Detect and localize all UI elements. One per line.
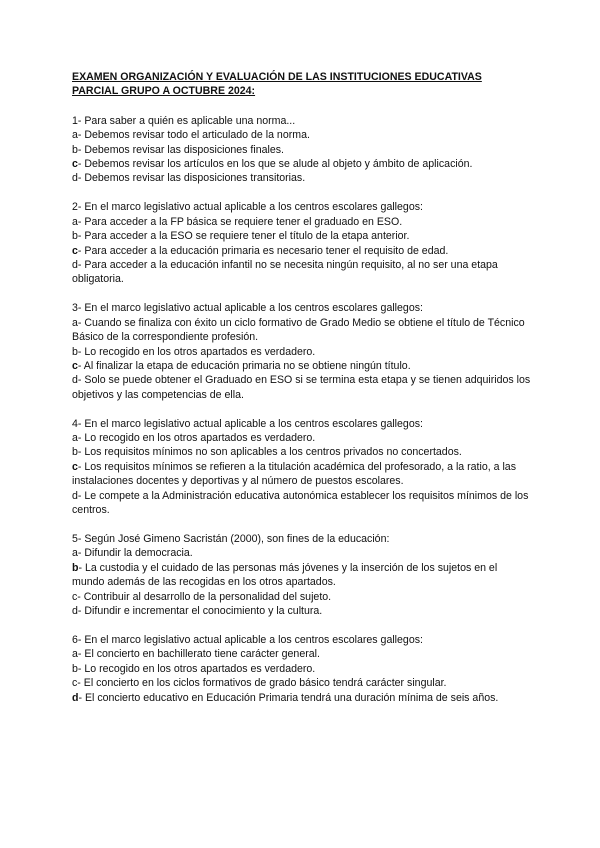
option-text: - Debemos revisar las disposiciones transitorias. (77, 172, 306, 185)
option-text: - Al finalizar la etapa de educación primaria no se obtiene ningún título. (77, 359, 411, 372)
question-1 (72, 114, 532, 186)
answer-option-c (72, 244, 532, 258)
option-letter: b (72, 561, 79, 574)
option-letter: b (72, 662, 78, 675)
answer-option-b (72, 561, 532, 590)
answer-option-d (72, 258, 532, 287)
option-letter: c (72, 590, 78, 603)
question-2 (72, 200, 532, 286)
option-letter: d (72, 489, 78, 502)
option-text: - El concierto en bachillerato tiene carácter general. (77, 648, 320, 661)
answer-option-a (72, 647, 532, 661)
answer-option-d (72, 171, 532, 185)
answer-option-b (72, 229, 532, 243)
answer-option-c (72, 157, 532, 171)
exam-title-line-1: EXAMEN ORGANIZACIÓN Y EVALUACIÓN DE LAS INSTITUCIONES EDUCATIVAS (72, 71, 482, 83)
option-text: - Debemos revisar las disposiciones finales. (77, 143, 284, 156)
option-letter: c (72, 460, 78, 473)
option-text: - Difundir la democracia. (77, 547, 193, 560)
answer-option-d (72, 489, 532, 518)
option-text: - El concierto educativo en Educación Primaria tendrá una duración mínima de seis años. (78, 691, 499, 704)
option-letter: c (72, 158, 78, 171)
answer-option-d (72, 373, 532, 402)
option-letter: d (72, 374, 78, 387)
answer-option-b (72, 662, 532, 676)
question-6 (72, 633, 532, 705)
answer-option-a (72, 316, 532, 345)
question-text: 4- En el marco legislativo actual aplicable a los centros escolares gallegos: (72, 417, 423, 430)
answer-option-a (72, 128, 532, 142)
answer-option-d (72, 604, 532, 618)
option-letter: a (72, 316, 78, 329)
option-letter: c (72, 359, 78, 372)
option-text: - Lo recogido en los otros apartados es verdadero. (77, 662, 316, 675)
option-text: - Debemos revisar los artículos en los que se alude al objeto y ámbito de aplicación. (77, 158, 473, 171)
answer-option-b (72, 445, 532, 459)
option-letter: a (72, 648, 78, 661)
option-text: - Los requisitos mínimos se refieren a la titulación académica del profesorado, a la ratio, a las instalaciones docentes y deportivas y al número de puestos escolares. (72, 460, 517, 488)
option-text: - Lo recogido en los otros apartados es verdadero. (77, 345, 316, 358)
option-letter: a (72, 547, 78, 560)
option-text: - Para acceder a la educación infantil no se necesita ningún requisito, al no ser una etapa obligatoria. (72, 258, 498, 286)
question-text: 1- Para saber a quién es aplicable una norma... (72, 114, 296, 127)
option-letter: a (72, 215, 78, 228)
answer-option-a (72, 431, 532, 445)
option-text: - Le compete a la Administración educativa autonómica establecer los requisitos mínimos de los centros. (72, 489, 529, 517)
answer-option-a (72, 546, 532, 560)
option-text: - Debemos revisar todo el articulado de la norma. (77, 129, 310, 142)
answer-option-b (72, 143, 532, 157)
question-text: 6- En el marco legislativo actual aplicable a los centros escolares gallegos: (72, 633, 423, 646)
option-letter: b (72, 230, 78, 243)
answer-option-d (72, 691, 532, 705)
option-letter: b (72, 446, 78, 459)
option-text: - Difundir e incrementar el conocimiento y la cultura. (77, 605, 323, 617)
option-letter: b (72, 143, 78, 156)
answer-option-b (72, 345, 532, 359)
question-list (72, 114, 532, 705)
option-letter: a (72, 129, 78, 142)
answer-option-c (72, 359, 532, 373)
option-text: - Para acceder a la ESO se requiere tener el título de la etapa anterior. (77, 230, 410, 243)
answer-option-c (72, 590, 532, 604)
option-text: - Solo se puede obtener el Graduado en ESO si se termina esta etapa y se tienen adquiridos los objetivos y las competencias de ella. (72, 374, 531, 401)
exam-title-line-2: PARCIAL GRUPO A OCTUBRE 2024: (72, 85, 256, 98)
option-text: - El concierto en los ciclos formativos de grado básico tendrá carácter singular. (77, 677, 447, 690)
answer-option-a (72, 215, 532, 229)
option-letter: a (72, 432, 78, 445)
question-text: 3- En el marco legislativo actual aplicable a los centros escolares gallegos: (72, 302, 423, 315)
option-text: - Contribuir al desarrollo de la personalidad del sujeto. (77, 590, 332, 603)
question-3 (72, 301, 532, 402)
question-4 (72, 417, 532, 518)
exam-title (72, 70, 532, 99)
answer-option-c (72, 676, 532, 690)
option-letter: c (72, 244, 78, 257)
option-letter: b (72, 345, 78, 358)
option-letter: c (72, 677, 78, 690)
option-letter: d (72, 691, 79, 704)
exam-document (72, 70, 532, 719)
option-letter: d (72, 605, 78, 617)
option-text: - Cuando se finaliza con éxito un ciclo formativo de Grado Medio se obtiene el título de Técnico Básico de la correspondiente profesión. (72, 316, 525, 344)
question-text: 5- Según José Gimeno Sacristán (2000), son fines de la educación: (72, 532, 390, 545)
option-text: - Para acceder a la educación primaria es necesario tener el requisito de edad. (77, 244, 449, 257)
option-letter: d (72, 258, 78, 271)
option-letter: d (72, 172, 78, 185)
question-text: 2- En el marco legislativo actual aplicable a los centros escolares gallegos: (72, 201, 423, 214)
option-text: - Para acceder a la FP básica se requiere tener el graduado en ESO. (77, 215, 403, 228)
question-5 (72, 532, 532, 618)
answer-option-c (72, 460, 532, 489)
option-text: - La custodia y el cuidado de las personas más jóvenes y la inserción de los sujetos en el mundo además de las recogidas en los otros apartados. (72, 561, 498, 589)
option-text: - Lo recogido en los otros apartados es verdadero. (77, 432, 316, 445)
option-text: - Los requisitos mínimos no son aplicables a los centros privados no concertados. (77, 446, 462, 459)
